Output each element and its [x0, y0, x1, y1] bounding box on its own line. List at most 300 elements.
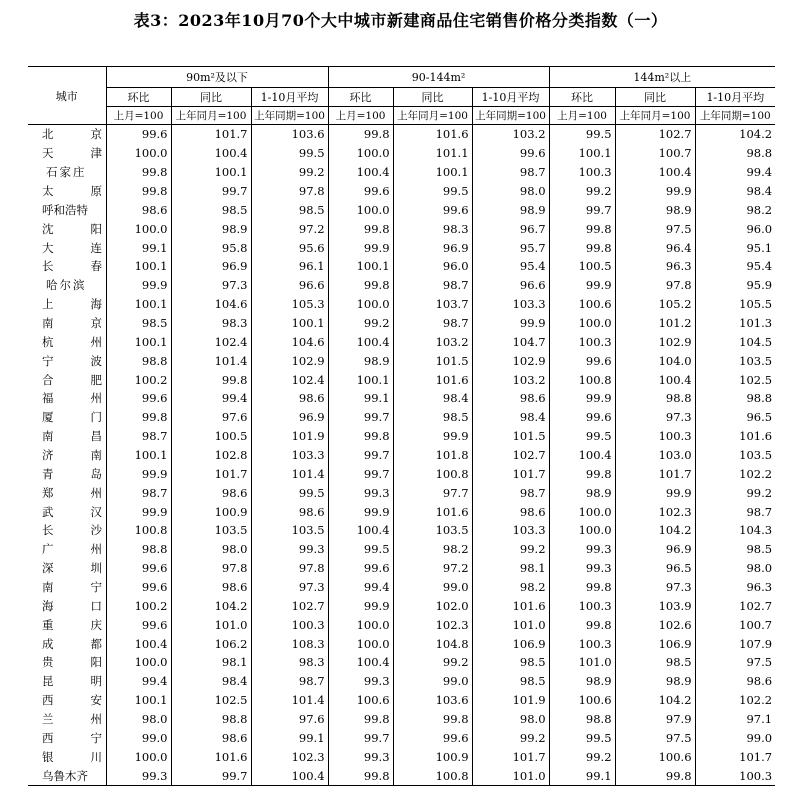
index-value-cell: 97.9	[615, 710, 695, 729]
index-value-cell: 97.5	[746, 655, 773, 670]
index-value-cell: 99.9	[393, 427, 472, 446]
index-value-cell: 100.3	[615, 427, 695, 446]
index-value-cell: 99.7	[549, 200, 615, 219]
index-value-cell: 103.5	[393, 521, 472, 540]
index-value-cell: 101.0	[171, 615, 251, 634]
table-row	[28, 276, 775, 295]
index-value-cell: 97.1	[746, 712, 773, 727]
index-value-cell: 100.3	[549, 634, 615, 653]
index-value-cell: 101.6	[739, 429, 773, 444]
table-row	[28, 540, 775, 559]
index-value-cell: 100.1	[549, 144, 615, 163]
sub-header-avg: 1-10月平均	[251, 88, 328, 107]
index-value-cell: 98.1	[472, 559, 549, 578]
index-value-cell: 96.1	[251, 257, 328, 276]
index-value-cell: 98.3	[171, 314, 251, 333]
city-name: 厦 门	[42, 410, 102, 425]
city-name: 深 圳	[42, 561, 102, 576]
group-header-medium: 90-144m²	[328, 67, 549, 88]
index-value-cell: 100.9	[393, 747, 472, 766]
index-value-cell: 104.7	[472, 332, 549, 351]
index-value-cell: 100.0	[328, 634, 393, 653]
index-value-cell: 99.3	[251, 540, 328, 559]
index-value-cell: 102.4	[251, 370, 328, 389]
index-value-cell: 101.6	[393, 370, 472, 389]
city-name: 乌鲁木齐	[42, 768, 88, 783]
index-value-cell: 102.8	[171, 446, 251, 465]
index-value-cell: 99.2	[472, 540, 549, 559]
index-value-cell: 103.6	[251, 125, 328, 144]
index-value-cell: 106.2	[171, 634, 251, 653]
index-value-cell: 96.7	[472, 219, 549, 238]
table-row	[28, 464, 775, 483]
index-value-cell: 99.9	[328, 596, 393, 615]
city-name-cell	[28, 389, 106, 408]
table-row	[28, 163, 775, 182]
index-value-cell: 99.8	[328, 276, 393, 295]
index-value-cell: 98.2	[393, 540, 472, 559]
index-value-cell: 99.6	[106, 615, 171, 634]
index-value-cell: 97.8	[615, 276, 695, 295]
index-value-cell: 99.8	[328, 427, 393, 446]
index-value-cell: 99.8	[549, 615, 615, 634]
index-value-cell: 101.3	[739, 316, 773, 331]
index-value-cell: 100.3	[695, 766, 775, 785]
index-value-cell: 99.6	[549, 351, 615, 370]
index-value-cell: 100.0	[549, 502, 615, 521]
sub-header-mom: 环比	[106, 88, 171, 107]
index-value-cell: 99.9	[106, 502, 171, 521]
index-value-cell: 101.6	[171, 747, 251, 766]
index-value-cell: 103.2	[472, 125, 549, 144]
city-name-cell	[28, 710, 106, 729]
index-value-cell: 98.5	[171, 200, 251, 219]
index-value-cell: 100.0	[328, 615, 393, 634]
index-value-cell: 99.8	[549, 464, 615, 483]
index-value-cell: 99.3	[106, 766, 171, 785]
index-value-cell: 99.9	[615, 182, 695, 201]
city-name-cell	[28, 502, 106, 521]
index-value-cell: 99.4	[746, 165, 773, 180]
city-name: 广 州	[42, 542, 102, 557]
index-value-cell: 97.7	[393, 483, 472, 502]
base-header-avg: 上年同期=100	[695, 107, 775, 125]
table-row	[28, 389, 775, 408]
index-value-cell: 102.0	[393, 596, 472, 615]
city-name-cell	[28, 691, 106, 710]
index-value-cell: 98.5	[393, 408, 472, 427]
city-name: 沈 阳	[42, 221, 102, 236]
index-value-cell: 97.3	[615, 408, 695, 427]
index-value-cell: 99.6	[328, 182, 393, 201]
index-value-cell: 99.8	[171, 370, 251, 389]
city-name-cell	[28, 634, 106, 653]
index-value-cell: 99.4	[328, 578, 393, 597]
index-value-cell: 95.6	[251, 238, 328, 257]
city-name: 石家庄	[46, 165, 87, 180]
index-value-cell: 99.9	[106, 464, 171, 483]
city-name-cell	[28, 125, 106, 144]
index-value-cell: 99.1	[328, 389, 393, 408]
index-value-cell: 99.8	[328, 219, 393, 238]
index-value-cell: 98.7	[472, 163, 549, 182]
index-value-cell: 99.8	[328, 125, 393, 144]
index-value-cell: 95.8	[171, 238, 251, 257]
index-value-cell: 102.2	[739, 693, 773, 708]
page-title: 表3：2023年10月70个大中城市新建商品住宅销售价格分类指数（一）	[133, 11, 668, 30]
index-value-cell: 102.6	[615, 615, 695, 634]
index-value-cell: 99.8	[549, 219, 615, 238]
index-value-cell: 105.2	[615, 295, 695, 314]
index-value-cell: 100.6	[549, 691, 615, 710]
index-value-cell: 98.7	[106, 427, 171, 446]
index-value-cell: 103.3	[472, 295, 549, 314]
index-value-cell: 98.6	[746, 674, 773, 689]
index-value-cell: 99.2	[393, 653, 472, 672]
city-name-cell	[28, 314, 106, 333]
index-value-cell: 97.2	[393, 559, 472, 578]
index-value-cell: 102.2	[739, 466, 773, 481]
index-value-cell: 99.1	[549, 766, 615, 785]
index-value-cell: 99.3	[328, 672, 393, 691]
index-value-cell: 100.1	[328, 370, 393, 389]
table-row	[28, 332, 775, 351]
index-value-cell: 97.5	[615, 219, 695, 238]
index-value-cell: 104.8	[393, 634, 472, 653]
index-value-cell: 96.9	[393, 238, 472, 257]
index-value-cell: 98.9	[472, 200, 549, 219]
index-value-cell: 99.3	[328, 483, 393, 502]
index-value-cell: 99.6	[393, 729, 472, 748]
index-value-cell: 99.6	[106, 559, 171, 578]
index-value-cell: 97.6	[251, 710, 328, 729]
index-value-cell: 99.2	[549, 747, 615, 766]
index-value-cell: 97.8	[251, 559, 328, 578]
index-value-cell: 103.5	[171, 521, 251, 540]
index-value-cell: 96.4	[615, 238, 695, 257]
index-value-cell: 104.0	[615, 351, 695, 370]
index-value-cell: 100.6	[328, 691, 393, 710]
index-value-cell: 98.6	[472, 502, 549, 521]
city-name: 南 宁	[42, 580, 102, 595]
city-name: 上 海	[42, 297, 102, 312]
index-value-cell: 98.2	[472, 578, 549, 597]
index-value-cell: 103.5	[739, 448, 773, 463]
index-value-cell: 97.3	[615, 578, 695, 597]
index-value-cell: 102.9	[251, 351, 328, 370]
index-value-cell: 98.5	[472, 672, 549, 691]
city-name: 杭 州	[42, 334, 102, 349]
index-value-cell: 96.5	[615, 559, 695, 578]
sub-header-mom: 环比	[328, 88, 393, 107]
index-value-cell: 99.8	[328, 710, 393, 729]
index-value-cell: 98.0	[106, 710, 171, 729]
index-value-cell: 101.5	[472, 427, 549, 446]
city-name: 北 京	[42, 127, 102, 142]
city-name: 天 津	[42, 146, 102, 161]
table-row	[28, 257, 775, 276]
index-value-cell: 103.6	[393, 691, 472, 710]
city-name-cell	[28, 446, 106, 465]
index-value-cell: 99.6	[549, 408, 615, 427]
index-value-cell: 99.9	[328, 502, 393, 521]
index-value-cell: 100.3	[549, 332, 615, 351]
index-value-cell: 107.9	[739, 636, 773, 651]
index-value-cell: 100.1	[171, 163, 251, 182]
sub-header-avg: 1-10月平均	[695, 88, 775, 107]
table-row	[28, 710, 775, 729]
city-name: 银 川	[42, 749, 102, 764]
index-value-cell: 101.9	[472, 691, 549, 710]
index-value-cell: 104.3	[739, 523, 773, 538]
index-value-cell: 99.9	[549, 276, 615, 295]
index-value-cell: 97.6	[171, 408, 251, 427]
city-name: 青 岛	[42, 466, 102, 481]
sub-header-yoy: 同比	[171, 88, 251, 107]
index-value-cell: 99.5	[328, 540, 393, 559]
index-value-cell: 96.9	[171, 257, 251, 276]
index-value-cell: 100.3	[251, 615, 328, 634]
table-row	[28, 502, 775, 521]
index-value-cell: 96.6	[472, 276, 549, 295]
index-value-cell: 98.8	[746, 146, 773, 161]
index-value-cell: 108.3	[251, 634, 328, 653]
index-value-cell: 101.7	[171, 464, 251, 483]
base-header-mom: 上月=100	[106, 107, 171, 125]
table-row	[28, 634, 775, 653]
index-value-cell: 102.3	[615, 502, 695, 521]
city-name-cell	[28, 578, 106, 597]
sub-header-yoy: 同比	[615, 88, 695, 107]
index-value-cell: 103.7	[393, 295, 472, 314]
index-value-cell: 103.3	[251, 446, 328, 465]
table-row	[28, 578, 775, 597]
index-value-cell: 98.2	[746, 202, 773, 217]
city-name-cell	[28, 295, 106, 314]
index-value-cell: 101.8	[393, 446, 472, 465]
city-name-cell	[28, 257, 106, 276]
index-value-cell: 100.1	[106, 691, 171, 710]
index-value-cell: 98.9	[549, 672, 615, 691]
table-row	[28, 596, 775, 615]
city-name: 海 口	[42, 598, 102, 613]
index-value-cell: 106.9	[472, 634, 549, 653]
base-header-yoy: 上年同月=100	[393, 107, 472, 125]
city-name: 成 都	[42, 636, 102, 651]
index-value-cell: 98.6	[171, 578, 251, 597]
index-value-cell: 99.9	[549, 389, 615, 408]
index-value-cell: 99.5	[251, 483, 328, 502]
table-row	[28, 182, 775, 201]
index-value-cell: 100.0	[106, 219, 171, 238]
index-value-cell: 95.1	[746, 240, 773, 255]
index-value-cell: 104.2	[739, 127, 773, 142]
index-value-cell: 95.7	[472, 238, 549, 257]
base-header-yoy: 上年同月=100	[171, 107, 251, 125]
index-value-cell: 96.0	[746, 221, 773, 236]
index-value-cell: 95.4	[746, 259, 773, 274]
table-row	[28, 766, 775, 785]
index-value-cell: 96.3	[615, 257, 695, 276]
price-index-table	[28, 66, 775, 786]
city-name: 南 京	[42, 316, 102, 331]
index-value-cell: 100.8	[393, 464, 472, 483]
table-row	[28, 653, 775, 672]
index-value-cell: 100.5	[549, 257, 615, 276]
index-value-cell: 99.2	[328, 314, 393, 333]
index-value-cell: 100.3	[549, 163, 615, 182]
index-value-cell: 101.2	[615, 314, 695, 333]
index-value-cell: 100.4	[106, 634, 171, 653]
city-name: 济 南	[42, 448, 102, 463]
index-value-cell: 99.6	[106, 578, 171, 597]
index-value-cell: 104.2	[171, 596, 251, 615]
index-value-cell: 99.4	[171, 389, 251, 408]
index-value-cell: 99.7	[328, 408, 393, 427]
city-name-cell	[28, 747, 106, 766]
index-value-cell: 101.1	[393, 144, 472, 163]
index-value-cell: 99.6	[393, 200, 472, 219]
index-value-cell: 105.5	[739, 297, 773, 312]
city-name: 昆 明	[42, 674, 102, 689]
index-value-cell: 99.9	[472, 314, 549, 333]
table-row	[28, 559, 775, 578]
city-name-cell	[28, 219, 106, 238]
index-value-cell: 100.4	[328, 163, 393, 182]
index-value-cell: 101.4	[171, 351, 251, 370]
table-row	[28, 351, 775, 370]
index-value-cell: 99.7	[328, 729, 393, 748]
index-value-cell: 98.4	[746, 184, 773, 198]
city-name-cell	[28, 521, 106, 540]
index-value-cell: 101.7	[171, 125, 251, 144]
index-value-cell: 103.2	[393, 332, 472, 351]
index-value-cell: 101.7	[472, 464, 549, 483]
sub-header-yoy: 同比	[393, 88, 472, 107]
index-value-cell: 99.2	[746, 485, 773, 500]
index-value-cell: 100.4	[615, 163, 695, 182]
index-value-cell: 98.6	[251, 389, 328, 408]
index-value-cell: 100.6	[615, 747, 695, 766]
index-value-cell: 100.2	[106, 370, 171, 389]
index-value-cell: 100.0	[328, 295, 393, 314]
index-value-cell: 98.6	[106, 200, 171, 219]
sub-header-avg: 1-10月平均	[472, 88, 549, 107]
index-value-cell: 104.2	[615, 691, 695, 710]
index-value-cell: 100.4	[328, 332, 393, 351]
city-name-cell	[28, 427, 106, 446]
index-value-cell: 102.9	[615, 332, 695, 351]
table-row	[28, 314, 775, 333]
index-value-cell: 100.0	[106, 747, 171, 766]
index-value-cell: 98.8	[549, 710, 615, 729]
index-value-cell: 100.4	[549, 446, 615, 465]
index-value-cell: 100.3	[549, 596, 615, 615]
index-value-cell: 103.2	[472, 370, 549, 389]
index-value-cell: 96.9	[615, 540, 695, 559]
index-value-cell: 98.7	[251, 672, 328, 691]
table-row	[28, 200, 775, 219]
index-value-cell: 98.4	[393, 389, 472, 408]
city-name-cell	[28, 182, 106, 201]
table-row	[28, 729, 775, 748]
index-value-cell: 98.8	[106, 351, 171, 370]
city-name: 合 肥	[42, 372, 102, 387]
index-value-cell: 99.8	[615, 766, 695, 785]
index-value-cell: 98.8	[106, 540, 171, 559]
table-row	[28, 672, 775, 691]
index-value-cell: 104.6	[171, 295, 251, 314]
table-body	[28, 125, 775, 786]
index-value-cell: 99.8	[106, 182, 171, 201]
table-row	[28, 125, 775, 144]
city-name: 武 汉	[42, 504, 102, 519]
index-value-cell: 96.5	[746, 410, 773, 425]
index-value-cell: 95.9	[746, 278, 773, 293]
index-value-cell: 99.9	[328, 238, 393, 257]
index-value-cell: 101.6	[393, 502, 472, 521]
city-name: 贵 阳	[42, 655, 102, 670]
index-value-cell: 98.6	[251, 502, 328, 521]
city-name-cell	[28, 483, 106, 502]
table-row	[28, 144, 775, 163]
index-value-cell: 105.3	[251, 295, 328, 314]
base-header-mom: 上月=100	[549, 107, 615, 125]
index-value-cell: 102.9	[472, 351, 549, 370]
index-value-cell: 106.9	[615, 634, 695, 653]
index-value-cell: 100.4	[615, 370, 695, 389]
index-value-cell: 98.9	[549, 483, 615, 502]
index-value-cell: 100.9	[171, 502, 251, 521]
city-name: 长 春	[42, 259, 102, 274]
index-value-cell: 98.6	[171, 483, 251, 502]
index-value-cell: 100.8	[106, 521, 171, 540]
index-value-cell: 98.9	[615, 672, 695, 691]
index-value-cell: 100.4	[251, 766, 328, 785]
index-value-cell: 99.3	[549, 540, 615, 559]
index-value-cell: 100.0	[106, 653, 171, 672]
index-value-cell: 98.4	[171, 672, 251, 691]
city-name-cell	[28, 238, 106, 257]
index-value-cell: 98.0	[472, 182, 549, 201]
index-value-cell: 101.4	[251, 691, 328, 710]
city-name: 福 州	[42, 391, 102, 406]
city-name: 太 原	[42, 184, 102, 198]
index-value-cell: 100.1	[106, 295, 171, 314]
index-value-cell: 98.5	[472, 653, 549, 672]
index-value-cell: 99.8	[106, 408, 171, 427]
index-value-cell: 102.7	[615, 125, 695, 144]
index-value-cell: 99.5	[549, 125, 615, 144]
index-value-cell: 98.8	[615, 389, 695, 408]
index-value-cell: 98.8	[746, 391, 773, 406]
index-value-cell: 100.0	[549, 314, 615, 333]
index-value-cell: 99.8	[549, 238, 615, 257]
city-name: 宁 波	[42, 353, 102, 368]
index-value-cell: 100.1	[106, 257, 171, 276]
city-name: 兰 州	[42, 712, 102, 727]
city-name-cell	[28, 653, 106, 672]
index-value-cell: 99.8	[106, 163, 171, 182]
index-value-cell: 100.7	[615, 144, 695, 163]
table-row	[28, 747, 775, 766]
index-value-cell: 98.5	[746, 542, 773, 557]
table-row	[28, 238, 775, 257]
index-value-cell: 99.1	[106, 238, 171, 257]
city-name: 西 安	[42, 693, 102, 708]
index-value-cell: 98.5	[615, 653, 695, 672]
index-value-cell: 98.7	[746, 504, 773, 519]
